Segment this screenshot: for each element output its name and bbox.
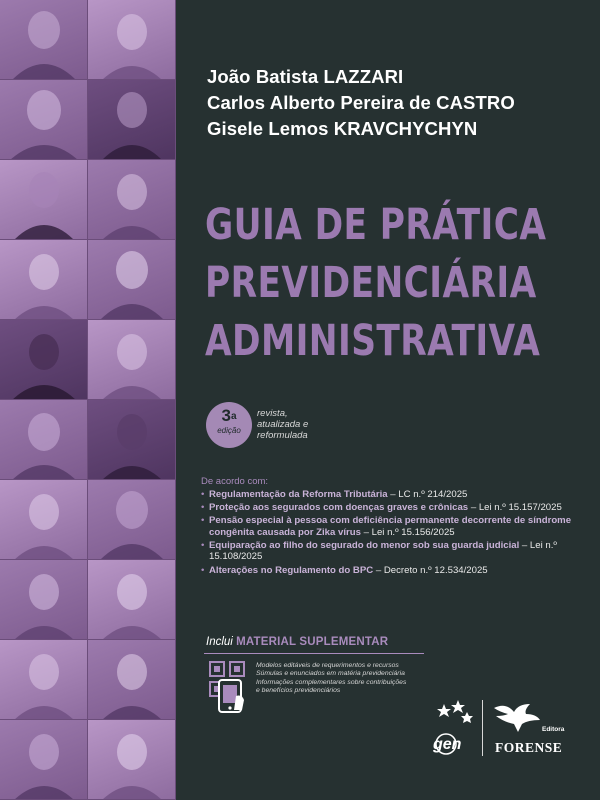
portrait-grid xyxy=(0,0,176,800)
list-item: • Proteção aos segurados com doenças graves e crônicas – Lei n.º 15.157/2025 xyxy=(201,502,586,514)
portrait-photo xyxy=(88,400,176,480)
eagle-icon xyxy=(492,698,542,734)
edition-description: revista, atualizada e reformulada xyxy=(257,408,309,441)
list-item: • Regulamentação da Reforma Tributária – LC n.º 214/2025 xyxy=(201,489,586,501)
portrait-photo xyxy=(88,320,176,400)
list-item: Informações complementares sobre contribuições xyxy=(256,678,407,686)
supplementary-material-heading: Inclui MATERIAL SUPLEMENTAR xyxy=(206,636,389,648)
edition-badge xyxy=(206,402,252,448)
portrait-photo xyxy=(0,480,88,560)
publisher-label: Editora xyxy=(542,726,565,733)
portrait-photo xyxy=(88,0,176,80)
author-name: Gisele Lemos KRAVCHYCHYN xyxy=(207,118,478,139)
portrait-photo xyxy=(0,320,88,400)
portrait-photo xyxy=(0,720,88,800)
author-name: João Batista LAZZARI xyxy=(207,66,404,87)
edition-word: edição xyxy=(217,426,241,435)
author-list xyxy=(207,64,587,142)
portrait-photo xyxy=(88,720,176,800)
portrait-photo xyxy=(0,80,88,160)
portrait-photo xyxy=(88,560,176,640)
portrait-photo xyxy=(0,560,88,640)
portrait-photo xyxy=(0,160,88,240)
list-item: • Equiparação ao filho do segurado do menor sob sua guarda judicial – Lei n.º 15.108/2025 xyxy=(201,540,586,563)
list-item: Súmulas e enunciados em matéria previdenciária xyxy=(256,670,405,678)
portrait-photo xyxy=(0,0,88,80)
portrait-photo xyxy=(88,240,176,320)
portrait-photo xyxy=(0,400,88,480)
list-item: • Alterações no Regulamento do BPC – Decreto n.º 12.534/2025 xyxy=(201,565,586,577)
author-name: Carlos Alberto Pereira de CASTRO xyxy=(207,92,515,113)
title-line: ADMINISTRATIVA xyxy=(205,316,541,366)
portrait-photo xyxy=(88,480,176,560)
divider xyxy=(204,653,424,654)
according-heading: De acordo com: xyxy=(201,476,269,487)
book-title xyxy=(205,196,595,370)
portrait-photo xyxy=(88,80,176,160)
portrait-photo xyxy=(0,640,88,720)
logo-divider xyxy=(482,700,483,756)
portrait-photo xyxy=(0,240,88,320)
forense-logo-text: FORENSE xyxy=(495,740,563,755)
gen-logo-text: gen xyxy=(433,736,462,753)
list-item: • Pensão especial à pessoa com deficiência permanente decorrente de síndrome congênita causada por Zika vírus – Lei n.º 15.156/2025 xyxy=(201,515,586,538)
list-item: e benefícios previdenciários xyxy=(256,687,341,695)
supplementary-material-list xyxy=(256,662,436,696)
title-line: PREVIDENCIÁRIA xyxy=(205,258,537,308)
list-item: Modelos editáveis de requerimentos e recursos xyxy=(256,662,399,669)
according-list xyxy=(201,489,586,578)
edition-number: 3$^a$ xyxy=(221,406,237,425)
qr-phone-icon xyxy=(206,660,252,714)
portrait-photo xyxy=(88,640,176,720)
title-line: GUIA DE PRÁTICA xyxy=(205,200,547,250)
portrait-photo xyxy=(88,160,176,240)
